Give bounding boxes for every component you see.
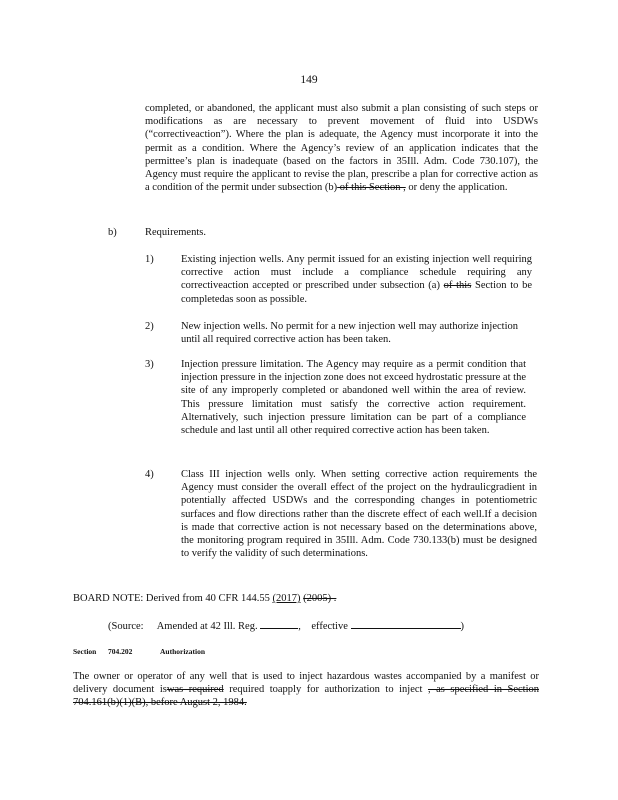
intro-tail: or deny the application. <box>405 182 508 194</box>
intro-struck-text: of this Section , <box>337 182 406 194</box>
intro-text: completed, or abandoned, the applicant must also submit a plan consisting of such steps or modifications as are necessary to prevent movement of fluid into USDWs (“correctiveaction”). Where the plan is adequate, the Agency must incorporate it into the permit as a condition. Where the Agency’s review of an application indicates that the permittee’s plan is inadequate (based on the factors in 35Ill. Adm. Code 730.107), the Agency must require the applicant to revise the plan, prescribe a plan for corrective action as a condition of the permit under subsection <box>145 103 538 194</box>
item-4-text: Class III injection wells only. When setting corrective action requirements the Agency must consider the overall effect of the project on the hydraulicgradient in potentially affected USDWs and the corresponding changes in potentiometric surfaces and flow directions rather than the discrete effect of each well.If a decision is made that corrective action is not necessary based on the determinations above, the monitoring program required in 35Ill. Adm. Code 730.133(b) must be designed to verify the validity of such determinations. <box>181 469 537 560</box>
item-4-number: 4) <box>145 469 154 480</box>
source-prefix: (Source: <box>108 621 144 632</box>
section-number: 704.202 <box>108 647 133 656</box>
source-note: (Source: Amended at 42 Ill. Reg. , effective ) <box>108 617 464 633</box>
item-1-struck-text: of this <box>443 280 472 292</box>
page-number: 149 <box>300 74 318 86</box>
item-3-text: Injection pressure limitation. The Agency may require as a permit condition that injection pressure in the injection zone does not exceed hydrostatic pressure at the site of any improperly completed or abandoned well within the area of review. This pressure limitation must satisfy the corrective action requirement. Alternatively, such injection pressure limitation can be part of a compliance schedule and last until all other required corrective action has been taken. <box>181 359 526 437</box>
authorization-struck-2: , as specified in Section 704.161(b)(1)(B), before August 2, 1984. <box>73 684 540 709</box>
register-blank <box>260 617 298 629</box>
board-note-struck-year: (2005) . <box>303 593 337 604</box>
authorization-paragraph: The owner or operator of any well that is used to inject hazardous wastes accompanied by a manifest or delivery document iswas required required toapply for authorization to inject , as specified in Section 704.161(b)(1)(B), before August 2, 1984. <box>73 671 540 709</box>
intro-paragraph <box>145 102 538 194</box>
item-3-number: 3) <box>145 359 154 370</box>
authorization-struck-1: was required <box>166 684 224 696</box>
board-note: BOARD NOTE: Derived from 40 CFR 144.55 (2017) (2005) . <box>73 593 337 604</box>
effective-date-blank <box>351 617 461 629</box>
item-1-number: 1) <box>145 254 154 265</box>
source-effective: effective <box>311 621 348 632</box>
item-1-text: Existing injection wells. Any permit issued for an existing injection well requiring corrective action must include a compliance schedule requiring any correctiveaction accepted or prescribed under subsection (a) of this Section to be completedas soon as possible. <box>181 254 532 305</box>
section-label: Section <box>73 647 97 656</box>
section-title: Authorization <box>160 647 205 656</box>
intro-ref: (b) <box>324 182 338 194</box>
subsection-b-title: Requirements. <box>145 227 206 238</box>
source-text: Amended at 42 Ill. Reg. <box>156 621 258 632</box>
board-note-year: (2017) <box>272 593 301 604</box>
subsection-b-label: b) <box>108 227 117 238</box>
item-2-text: New injection wells. No permit for a new injection well may authorize injection until all required corrective action has been taken. <box>181 321 518 346</box>
item-2-number: 2) <box>145 321 154 332</box>
